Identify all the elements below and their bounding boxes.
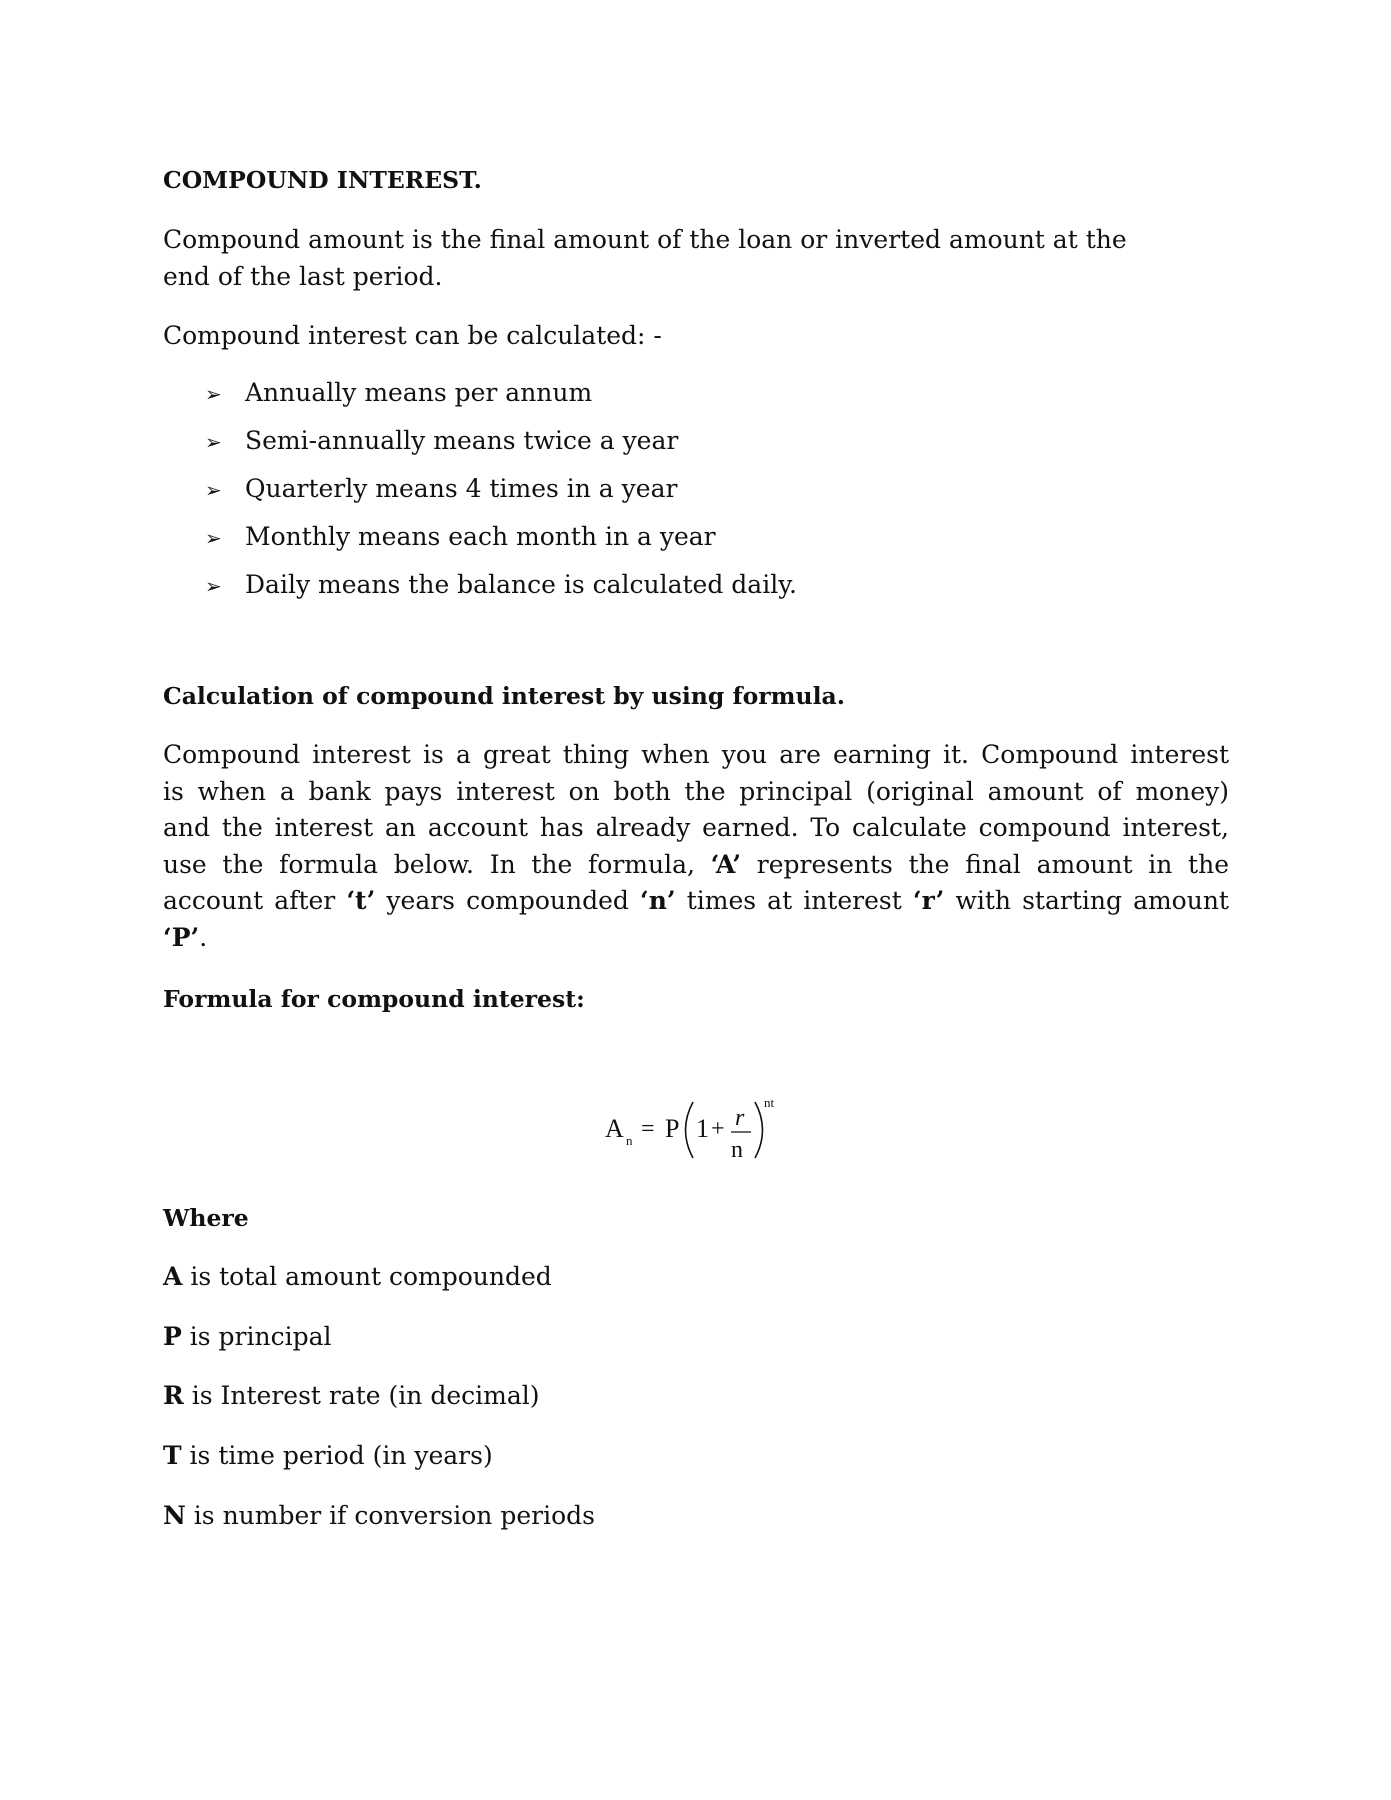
definition-item	[163, 1262, 552, 1291]
symbol-t: ‘t’	[346, 886, 376, 916]
paragraph-line-6: ‘P’.	[163, 922, 208, 952]
list-item-text: Quarterly means 4 times in a year	[245, 474, 678, 503]
definition-text: is principal	[181, 1322, 332, 1351]
list-item-text: Semi-annually means twice a year	[245, 426, 679, 455]
formula-numerator: r	[735, 1105, 745, 1131]
list-item	[205, 522, 716, 551]
arrow-bullet-icon: ➢	[205, 430, 222, 454]
definition-symbol: N	[163, 1501, 186, 1530]
list-item-text: Daily means the balance is calculated daily.	[245, 570, 797, 599]
definition-item	[163, 1441, 493, 1470]
intro-line-2: end of the last period.	[163, 261, 443, 291]
list-item	[205, 426, 678, 455]
paragraph-line-1: Compound interest is a great thing when you are earning it. Compound interest	[163, 740, 1229, 769]
left-paren	[686, 1102, 694, 1158]
paragraph-line-4: use the formula below. In the formula, ‘A’ represents the final amount in the	[163, 849, 1229, 879]
arrow-bullet-icon: ➢	[205, 526, 222, 550]
formula-exponent: nt	[764, 1095, 775, 1110]
symbol-n: ‘n’	[640, 886, 676, 916]
definition-text: is Interest rate (in decimal)	[183, 1381, 540, 1410]
definition-text: is total amount compounded	[182, 1262, 552, 1291]
intro-paragraph	[163, 222, 1229, 295]
arrow-bullet-icon: ➢	[205, 574, 222, 598]
list-item	[205, 570, 797, 599]
intro-line-1: Compound amount is the final amount of the loan or inverted amount at the	[163, 225, 1127, 254]
formula-P: P	[665, 1114, 680, 1143]
list-item-text: Annually means per annum	[245, 378, 593, 407]
formula-heading: Formula for compound interest:	[163, 985, 585, 1013]
formula-plus: +	[711, 1116, 725, 1142]
section-heading: Calculation of compound interest by using formula.	[163, 682, 845, 710]
definition-item	[163, 1501, 595, 1530]
definition-item	[163, 1322, 331, 1351]
list-item	[205, 378, 592, 407]
definition-text: is time period (in years)	[181, 1441, 493, 1470]
list-item-text: Monthly means each month in a year	[245, 522, 716, 551]
formula-equals: =	[641, 1116, 655, 1142]
symbol-r: ‘r’	[912, 886, 945, 916]
explanation-paragraph	[163, 737, 1229, 957]
arrow-bullet-icon: ➢	[205, 382, 222, 406]
symbol-P: ‘P’	[163, 922, 200, 952]
page-title: COMPOUND INTEREST.	[163, 166, 482, 194]
formula-one: 1	[696, 1114, 709, 1143]
list-item	[205, 474, 677, 503]
compound-interest-formula	[590, 1090, 790, 1170]
formula-denominator: n	[731, 1137, 743, 1163]
formula-A: A	[605, 1114, 624, 1143]
definition-symbol: A	[163, 1262, 183, 1291]
definition-symbol: R	[163, 1381, 184, 1410]
paragraph-line-2: is when a bank pays interest on both the principal (original amount of money)	[163, 776, 1229, 806]
paragraph-line-3: and the interest an account has already earned. To calculate compound interest,	[163, 813, 1229, 843]
definition-symbol: T	[163, 1441, 182, 1470]
right-paren	[755, 1102, 763, 1158]
where-label: Where	[163, 1204, 249, 1232]
symbol-A: ‘A’	[710, 849, 742, 879]
calc-intro: Compound interest can be calculated: -	[163, 321, 662, 350]
definition-item	[163, 1381, 539, 1410]
paragraph-line-5: account after ‘t’ years compounded ‘n’ times at interest ‘r’ with starting amount	[163, 886, 1229, 916]
definition-symbol: P	[163, 1322, 182, 1351]
arrow-bullet-icon: ➢	[205, 478, 222, 502]
formula-A-subscript: n	[626, 1133, 633, 1148]
definition-text: is number if conversion periods	[185, 1501, 595, 1530]
